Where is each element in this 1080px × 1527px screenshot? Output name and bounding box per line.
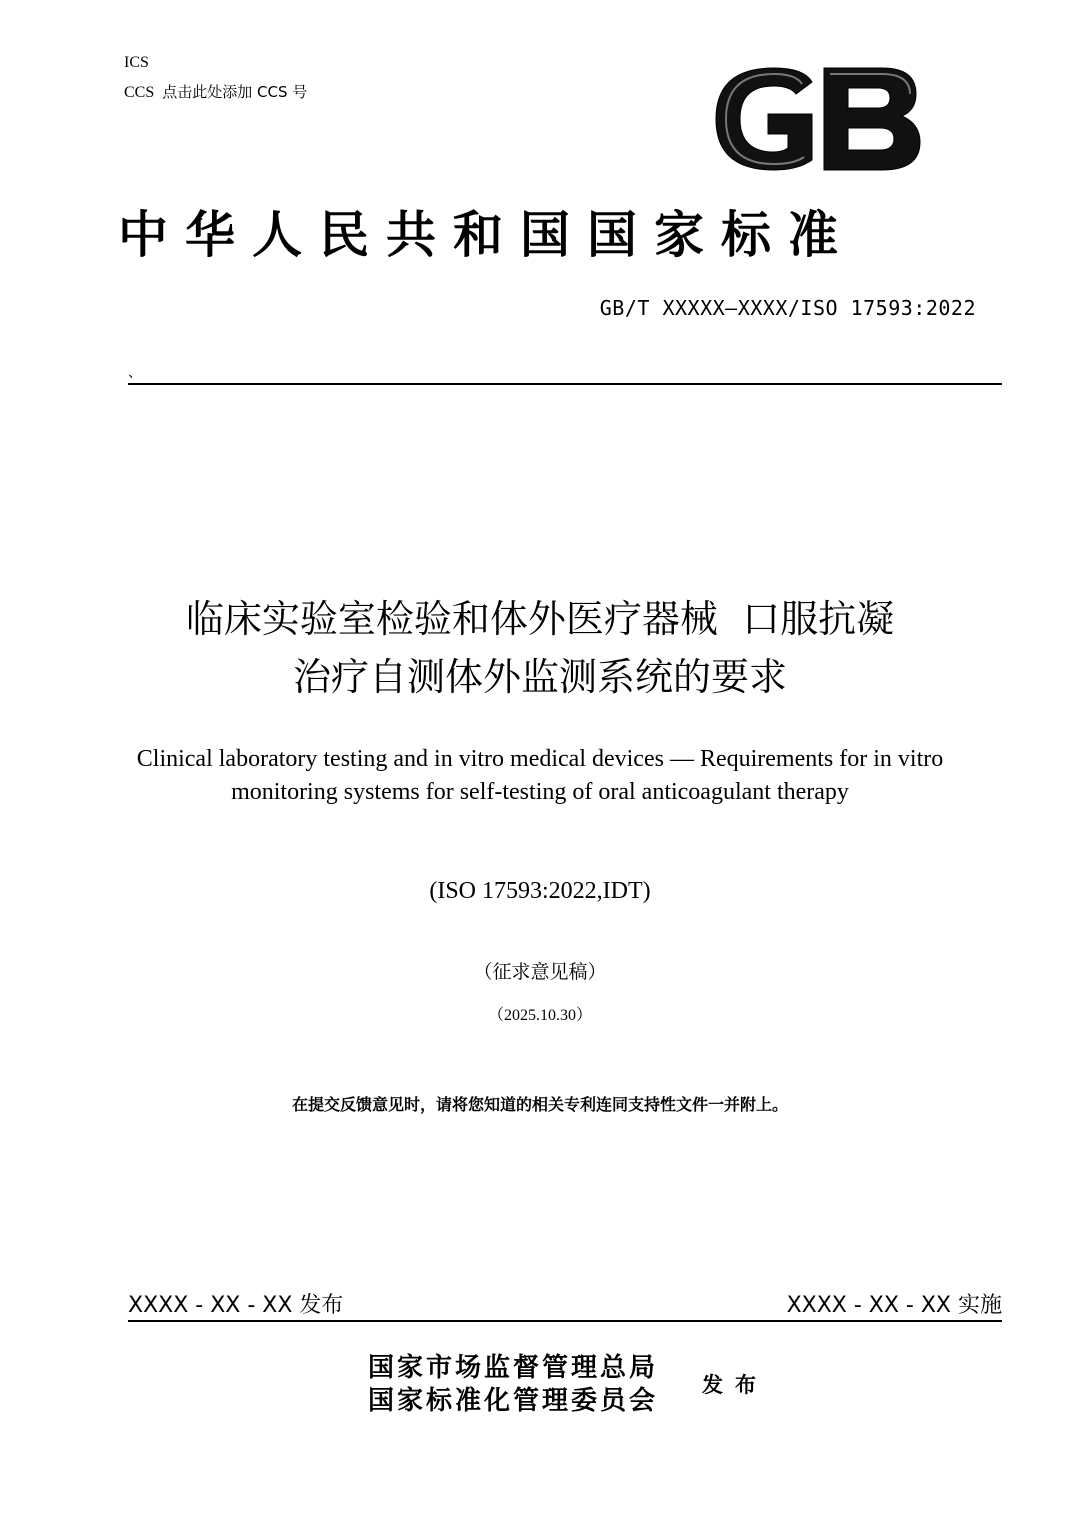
issue-date: XXXX - XX - XX 发布: [128, 1293, 344, 1318]
patent-notice: 在提交反馈意见时，请将您知道的相关专利连同支持性文件一并附上。: [291, 1095, 788, 1114]
ccs-label: CCS: [124, 84, 155, 101]
stray-mark: 、: [128, 365, 142, 381]
english-title: [0, 743, 1080, 809]
draft-label: （征求意见稿）: [473, 961, 607, 983]
gb-logo: [712, 64, 922, 174]
implementation-date: XXXX - XX - XX 实施: [786, 1293, 1002, 1318]
iso-reference: (ISO 17593:2022,IDT): [429, 878, 651, 904]
draft-date: （2025.10.30）: [487, 1007, 592, 1024]
top-divider: [128, 383, 1002, 385]
issuer-sac: 国家标准化管理委员会: [368, 1386, 659, 1416]
chinese-title-line-1: 临床实验室检验和体外医疗器械 口服抗凝: [185, 597, 895, 641]
chinese-title-line-2: 治疗自测体外监测系统的要求: [292, 655, 787, 699]
national-standard-title: 中华人民共和国国家标准: [118, 206, 855, 264]
issuer-samr: 国家市场监督管理总局: [368, 1353, 659, 1383]
ics-label: ICS: [124, 54, 149, 71]
chinese-title: [0, 590, 1080, 706]
ccs-placeholder-field[interactable]: 点击此处添加 CCS 号: [162, 83, 308, 101]
issuers-block: [368, 1352, 768, 1422]
issue-action: 发布: [702, 1372, 768, 1397]
ccs-line: [124, 82, 307, 103]
bottom-divider: [128, 1320, 1002, 1322]
english-title-line-2: monitoring systems for self-testing of oral anticoagulant therapy: [231, 779, 849, 805]
english-title-line-1: Clinical laboratory testing and in vitro medical devices — Requirements for in vitro: [136, 746, 944, 772]
standard-number: GB/T XXXXX—XXXX/ISO 17593:2022: [599, 296, 976, 320]
